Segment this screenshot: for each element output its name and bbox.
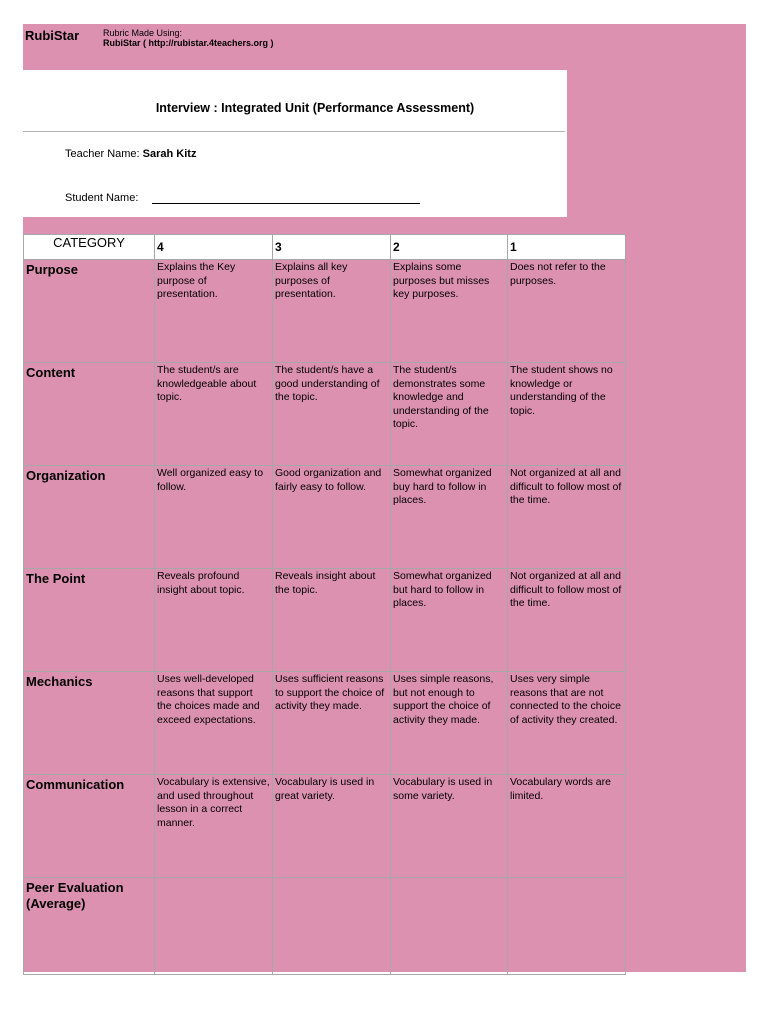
student-name-blank — [152, 191, 420, 204]
made-using-label: Rubric Made Using: — [103, 28, 183, 38]
rubric-cell: Explains the Key purpose of presentation. — [155, 260, 273, 363]
teacher-name-value: Sarah Kitz — [142, 148, 197, 160]
rubric-cell: Good organization and fairly easy to follow. — [273, 466, 391, 569]
score-header: 4 — [155, 235, 273, 260]
rubric-cell — [508, 878, 626, 975]
category-header: CATEGORY — [24, 235, 155, 260]
rubric-cell: Uses sufficient reasons to support the choice of activity they made. — [273, 672, 391, 775]
rubric-header-box — [23, 70, 567, 217]
rubric-cell: Uses very simple reasons that are not connected to the choice of activity they created. — [508, 672, 626, 775]
rubric-cell — [155, 878, 273, 975]
score-header: 2 — [391, 235, 508, 260]
rubric-cell: The student/s demonstrates some knowledge and understanding of the topic. — [391, 363, 508, 466]
rubric-cell: Reveals insight about the topic. — [273, 569, 391, 672]
category-cell: Communication — [24, 775, 155, 878]
brand-name: RubiStar — [25, 28, 80, 43]
rubric-cell: Not organized at all and difficult to follow most of the time. — [508, 466, 626, 569]
rubric-row-content — [24, 363, 626, 466]
rubric-row-mechanics — [24, 672, 626, 775]
student-name-label: Student Name: — [65, 192, 139, 204]
category-cell: Peer Evaluation (Average) — [24, 878, 155, 975]
category-cell: Content — [24, 363, 155, 466]
rubric-cell: Somewhat organized but hard to follow in places. — [391, 569, 508, 672]
rubric-table — [23, 234, 626, 975]
rubric-cell: Vocabulary is used in great variety. — [273, 775, 391, 878]
rubric-cell: Explains some purposes but misses key purposes. — [391, 260, 508, 363]
category-cell: Purpose — [24, 260, 155, 363]
rubric-cell: Vocabulary is extensive, and used throughout lesson in a correct manner. — [155, 775, 273, 878]
rubric-cell: Somewhat organized buy hard to follow in places. — [391, 466, 508, 569]
student-name-line — [65, 191, 420, 204]
rubric-cell: The student/s are knowledgeable about topic. — [155, 363, 273, 466]
rubistar-link[interactable]: RubiStar ( http://rubistar.4teachers.org ) — [103, 38, 274, 48]
rubric-cell: Not organized at all and difficult to follow most of the time. — [508, 569, 626, 672]
header-divider — [23, 131, 565, 132]
rubric-cell: Vocabulary words are limited. — [508, 775, 626, 878]
rubric-cell: Explains all key purposes of presentation. — [273, 260, 391, 363]
made-using-note — [103, 28, 274, 48]
rubric-cell: The student shows no knowledge or understanding of the topic. — [508, 363, 626, 466]
score-header: 1 — [508, 235, 626, 260]
rubric-cell: Does not refer to the purposes. — [508, 260, 626, 363]
rubric-cell — [273, 878, 391, 975]
rubric-row-organization — [24, 466, 626, 569]
rubric-cell: Uses well-developed reasons that support the choices made and exceed expectations. — [155, 672, 273, 775]
category-cell: The Point — [24, 569, 155, 672]
rubric-cell: Reveals profound insight about topic. — [155, 569, 273, 672]
rubric-cell: Well organized easy to follow. — [155, 466, 273, 569]
score-header: 3 — [273, 235, 391, 260]
rubric-cell — [391, 878, 508, 975]
category-cell: Organization — [24, 466, 155, 569]
rubric-cell: Vocabulary is used in some variety. — [391, 775, 508, 878]
rubric-cell: Uses simple reasons, but not enough to support the choice of activity they made. — [391, 672, 508, 775]
rubric-cell: The student/s have a good understanding of the topic. — [273, 363, 391, 466]
rubric-row-the-point — [24, 569, 626, 672]
rubric-header-row — [24, 235, 626, 260]
rubric-row-peer-evaluation — [24, 878, 626, 975]
teacher-name-line — [65, 148, 196, 160]
rubric-row-purpose — [24, 260, 626, 363]
category-cell: Mechanics — [24, 672, 155, 775]
rubric-row-communication — [24, 775, 626, 878]
rubric-title: Interview : Integrated Unit (Performance Assessment) — [155, 101, 475, 115]
teacher-name-label: Teacher Name: — [65, 148, 143, 160]
